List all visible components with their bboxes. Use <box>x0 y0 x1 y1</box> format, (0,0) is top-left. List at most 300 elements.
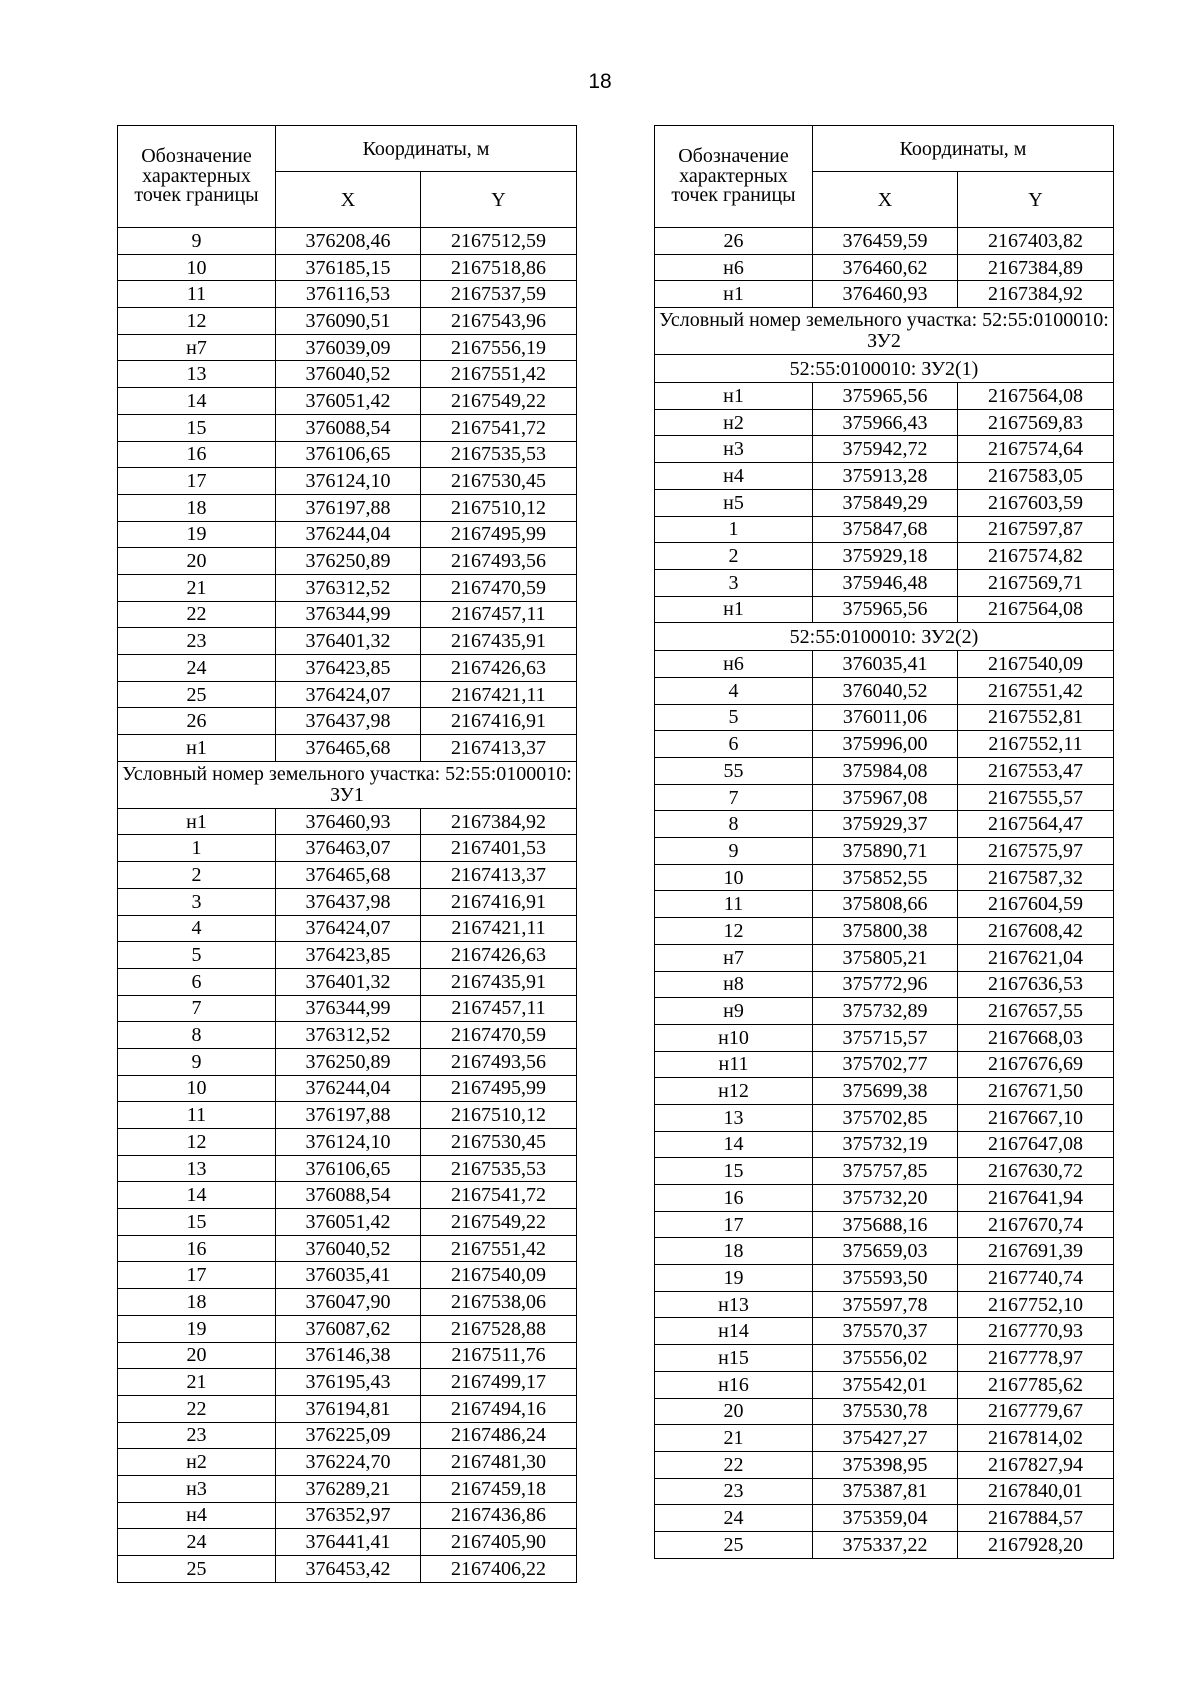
y-coordinate-cell: 2167553,47 <box>958 758 1114 785</box>
x-coordinate-cell: 376453,42 <box>276 1556 421 1583</box>
table-row <box>655 1104 1114 1131</box>
table-row <box>118 1529 577 1556</box>
table-row <box>118 655 577 682</box>
x-coordinate-cell: 376244,04 <box>276 1075 421 1102</box>
table-row <box>655 1078 1114 1105</box>
point-name-cell: 11 <box>655 891 813 918</box>
x-coordinate-cell: 375852,55 <box>813 864 958 891</box>
table-row <box>655 1425 1114 1452</box>
y-coordinate-cell: 2167436,86 <box>421 1502 577 1529</box>
y-coordinate-cell: 2167569,83 <box>958 409 1114 436</box>
table-row <box>118 862 577 889</box>
x-coordinate-cell: 375929,18 <box>813 543 958 570</box>
x-coordinate-cell: 375556,02 <box>813 1345 958 1372</box>
point-name-cell: н7 <box>655 944 813 971</box>
table-row <box>655 596 1114 623</box>
table-row <box>118 334 577 361</box>
point-name-cell: 11 <box>118 281 276 308</box>
y-coordinate-cell: 2167518,86 <box>421 254 577 281</box>
point-name-cell: 23 <box>118 1422 276 1449</box>
y-coordinate-cell: 2167493,56 <box>421 1048 577 1075</box>
point-name-cell: 2 <box>655 543 813 570</box>
y-header: Y <box>958 172 1114 228</box>
x-coordinate-cell: 375359,04 <box>813 1505 958 1532</box>
x-coordinate-cell: 376040,52 <box>276 1235 421 1262</box>
point-name-cell: 10 <box>118 254 276 281</box>
x-coordinate-cell: 376195,43 <box>276 1369 421 1396</box>
x-coordinate-cell: 376124,10 <box>276 468 421 495</box>
x-coordinate-cell: 376197,88 <box>276 494 421 521</box>
point-name-cell: 24 <box>118 655 276 682</box>
x-coordinate-cell: 376197,88 <box>276 1102 421 1129</box>
y-coordinate-cell: 2167552,11 <box>958 731 1114 758</box>
y-coordinate-cell: 2167641,94 <box>958 1185 1114 1212</box>
x-coordinate-cell: 376011,06 <box>813 704 958 731</box>
point-name-cell: 25 <box>118 1556 276 1583</box>
x-coordinate-cell: 376244,04 <box>276 521 421 548</box>
x-coordinate-cell: 376465,68 <box>276 862 421 889</box>
point-name-header: Обозначение характерных точек границы <box>655 126 813 228</box>
table-row <box>118 281 577 308</box>
x-coordinate-cell: 375688,16 <box>813 1211 958 1238</box>
point-name-cell: 24 <box>118 1529 276 1556</box>
point-name-cell: 13 <box>118 1155 276 1182</box>
table-row <box>118 808 577 835</box>
x-coordinate-cell: 376051,42 <box>276 1209 421 1236</box>
point-name-cell: 4 <box>655 677 813 704</box>
table-row <box>655 569 1114 596</box>
table-row <box>655 254 1114 281</box>
point-name-cell: 19 <box>118 1315 276 1342</box>
table-row <box>655 1211 1114 1238</box>
point-name-cell: 8 <box>118 1022 276 1049</box>
table-row <box>118 548 577 575</box>
table-row <box>118 254 577 281</box>
x-coordinate-cell: 376460,62 <box>813 254 958 281</box>
y-coordinate-cell: 2167691,39 <box>958 1238 1114 1265</box>
x-coordinate-cell: 375337,22 <box>813 1531 958 1558</box>
table-row <box>118 1182 577 1209</box>
table-row <box>655 228 1114 255</box>
y-coordinate-cell: 2167499,17 <box>421 1369 577 1396</box>
y-coordinate-cell: 2167537,59 <box>421 281 577 308</box>
y-coordinate-cell: 2167564,47 <box>958 811 1114 838</box>
y-coordinate-cell: 2167530,45 <box>421 1129 577 1156</box>
y-coordinate-cell: 2167636,53 <box>958 971 1114 998</box>
point-name-cell: 18 <box>655 1238 813 1265</box>
point-name-cell: н7 <box>118 334 276 361</box>
table-row <box>655 1345 1114 1372</box>
table-row <box>118 1048 577 1075</box>
point-name-cell: 2 <box>118 862 276 889</box>
x-coordinate-cell: 375965,56 <box>813 596 958 623</box>
x-coordinate-cell: 376224,70 <box>276 1449 421 1476</box>
y-coordinate-cell: 2167676,69 <box>958 1051 1114 1078</box>
x-coordinate-cell: 375530,78 <box>813 1398 958 1425</box>
table-row <box>118 942 577 969</box>
y-coordinate-cell: 2167528,88 <box>421 1315 577 1342</box>
coordinates-table-right <box>654 125 1114 1559</box>
x-coordinate-cell: 376250,89 <box>276 1048 421 1075</box>
point-name-cell: н2 <box>118 1449 276 1476</box>
point-name-cell: н1 <box>655 281 813 308</box>
point-name-cell: 17 <box>655 1211 813 1238</box>
x-coordinate-cell: 376423,85 <box>276 655 421 682</box>
x-coordinate-cell: 375942,72 <box>813 436 958 463</box>
point-name-cell: 20 <box>655 1398 813 1425</box>
y-coordinate-cell: 2167541,72 <box>421 414 577 441</box>
y-coordinate-cell: 2167384,92 <box>958 281 1114 308</box>
point-name-cell: 7 <box>655 784 813 811</box>
subsection-title: 52:55:0100010: ЗУ2(2) <box>655 623 1114 651</box>
point-name-cell: 11 <box>118 1102 276 1129</box>
coordinates-header: Координаты, м <box>276 126 577 172</box>
table-row <box>118 1315 577 1342</box>
y-coordinate-cell: 2167670,74 <box>958 1211 1114 1238</box>
x-coordinate-cell: 375800,38 <box>813 918 958 945</box>
table-row <box>655 383 1114 410</box>
y-coordinate-cell: 2167603,59 <box>958 489 1114 516</box>
x-coordinate-cell: 375659,03 <box>813 1238 958 1265</box>
table-row <box>118 1075 577 1102</box>
table-row <box>655 1185 1114 1212</box>
x-coordinate-cell: 375946,48 <box>813 569 958 596</box>
y-coordinate-cell: 2167470,59 <box>421 1022 577 1049</box>
table-row <box>118 1502 577 1529</box>
table-row <box>118 1395 577 1422</box>
x-coordinate-cell: 375808,66 <box>813 891 958 918</box>
table-row <box>655 944 1114 971</box>
table-row <box>655 1451 1114 1478</box>
x-coordinate-cell: 376344,99 <box>276 601 421 628</box>
y-coordinate-cell: 2167470,59 <box>421 574 577 601</box>
y-coordinate-cell: 2167564,08 <box>958 383 1114 410</box>
table-row <box>655 1051 1114 1078</box>
x-coordinate-cell: 376424,07 <box>276 915 421 942</box>
x-coordinate-cell: 375699,38 <box>813 1078 958 1105</box>
y-coordinate-cell: 2167575,97 <box>958 838 1114 865</box>
table-row <box>118 521 577 548</box>
table-row <box>655 489 1114 516</box>
point-name-cell: н1 <box>118 735 276 762</box>
y-coordinate-cell: 2167416,91 <box>421 708 577 735</box>
table-row <box>655 784 1114 811</box>
point-name-cell: 16 <box>655 1185 813 1212</box>
table-row <box>118 1556 577 1583</box>
table-row <box>118 388 577 415</box>
table-row <box>655 1318 1114 1345</box>
y-coordinate-cell: 2167538,06 <box>421 1289 577 1316</box>
table-row <box>118 1129 577 1156</box>
point-name-cell: н2 <box>655 409 813 436</box>
y-coordinate-cell: 2167403,82 <box>958 228 1114 255</box>
x-coordinate-cell: 376088,54 <box>276 1182 421 1209</box>
point-name-cell: 22 <box>118 1395 276 1422</box>
y-coordinate-cell: 2167493,56 <box>421 548 577 575</box>
table-row <box>118 574 577 601</box>
point-name-cell: 19 <box>655 1265 813 1292</box>
x-coordinate-cell: 376194,81 <box>276 1395 421 1422</box>
y-coordinate-cell: 2167928,20 <box>958 1531 1114 1558</box>
x-coordinate-cell: 376437,98 <box>276 888 421 915</box>
table-row <box>118 1209 577 1236</box>
y-coordinate-cell: 2167421,11 <box>421 915 577 942</box>
x-coordinate-cell: 375597,78 <box>813 1291 958 1318</box>
y-coordinate-cell: 2167574,64 <box>958 436 1114 463</box>
point-name-cell: н4 <box>118 1502 276 1529</box>
x-coordinate-cell: 375847,68 <box>813 516 958 543</box>
y-coordinate-cell: 2167413,37 <box>421 735 577 762</box>
x-coordinate-cell: 376312,52 <box>276 1022 421 1049</box>
x-coordinate-cell: 376087,62 <box>276 1315 421 1342</box>
x-coordinate-cell: 375702,85 <box>813 1104 958 1131</box>
y-coordinate-cell: 2167511,76 <box>421 1342 577 1369</box>
table-row <box>118 414 577 441</box>
y-coordinate-cell: 2167510,12 <box>421 1102 577 1129</box>
y-coordinate-cell: 2167481,30 <box>421 1449 577 1476</box>
table-row <box>655 864 1114 891</box>
point-name-cell: н14 <box>655 1318 813 1345</box>
table-row <box>655 1531 1114 1558</box>
point-name-cell: н3 <box>118 1475 276 1502</box>
section-title: Условный номер земельного участка: 52:55:0100010: ЗУ2 <box>655 308 1114 355</box>
y-coordinate-cell: 2167604,59 <box>958 891 1114 918</box>
section-heading-zu2 <box>655 308 1114 355</box>
table-row <box>655 998 1114 1025</box>
y-coordinate-cell: 2167486,24 <box>421 1422 577 1449</box>
point-name-cell: н8 <box>655 971 813 998</box>
point-name-cell: н12 <box>655 1078 813 1105</box>
x-coordinate-cell: 376460,93 <box>813 281 958 308</box>
y-coordinate-cell: 2167457,11 <box>421 995 577 1022</box>
table-row <box>655 838 1114 865</box>
x-coordinate-cell: 376441,41 <box>276 1529 421 1556</box>
y-coordinate-cell: 2167785,62 <box>958 1371 1114 1398</box>
y-coordinate-cell: 2167405,90 <box>421 1529 577 1556</box>
table-row <box>118 308 577 335</box>
point-name-cell: н4 <box>655 463 813 490</box>
y-coordinate-cell: 2167668,03 <box>958 1024 1114 1051</box>
x-coordinate-cell: 376106,65 <box>276 1155 421 1182</box>
point-name-cell: 3 <box>118 888 276 915</box>
point-name-cell: 15 <box>655 1158 813 1185</box>
table-row <box>118 888 577 915</box>
y-coordinate-cell: 2167535,53 <box>421 1155 577 1182</box>
y-coordinate-cell: 2167551,42 <box>421 361 577 388</box>
table-row <box>655 1265 1114 1292</box>
table-row <box>118 1235 577 1262</box>
y-coordinate-cell: 2167426,63 <box>421 942 577 969</box>
x-coordinate-cell: 376312,52 <box>276 574 421 601</box>
table-row <box>118 1155 577 1182</box>
table-row <box>655 436 1114 463</box>
y-coordinate-cell: 2167426,63 <box>421 655 577 682</box>
x-coordinate-cell: 375772,96 <box>813 971 958 998</box>
point-name-cell: н1 <box>655 596 813 623</box>
point-name-cell: 14 <box>118 388 276 415</box>
point-name-cell: 15 <box>118 1209 276 1236</box>
x-coordinate-cell: 375427,27 <box>813 1425 958 1452</box>
table-row <box>655 731 1114 758</box>
point-name-cell: н13 <box>655 1291 813 1318</box>
x-coordinate-cell: 376208,46 <box>276 228 421 255</box>
table-row <box>118 708 577 735</box>
y-coordinate-cell: 2167597,87 <box>958 516 1114 543</box>
point-name-cell: 12 <box>118 1129 276 1156</box>
table-row <box>118 628 577 655</box>
point-name-cell: н5 <box>655 489 813 516</box>
y-coordinate-cell: 2167535,53 <box>421 441 577 468</box>
point-name-cell: н16 <box>655 1371 813 1398</box>
y-coordinate-cell: 2167549,22 <box>421 388 577 415</box>
table-row <box>655 1291 1114 1318</box>
y-coordinate-cell: 2167459,18 <box>421 1475 577 1502</box>
y-coordinate-cell: 2167413,37 <box>421 862 577 889</box>
coordinates-header: Координаты, м <box>813 126 1114 172</box>
y-coordinate-cell: 2167512,59 <box>421 228 577 255</box>
table-row <box>655 811 1114 838</box>
point-name-cell: 21 <box>118 574 276 601</box>
point-name-cell: 13 <box>118 361 276 388</box>
point-name-cell: 14 <box>118 1182 276 1209</box>
table-row <box>655 1024 1114 1051</box>
x-coordinate-cell: 375984,08 <box>813 758 958 785</box>
point-name-cell: 19 <box>118 521 276 548</box>
y-coordinate-cell: 2167647,08 <box>958 1131 1114 1158</box>
y-coordinate-cell: 2167608,42 <box>958 918 1114 945</box>
point-name-cell: 26 <box>118 708 276 735</box>
table-row <box>118 1262 577 1289</box>
point-name-cell: н10 <box>655 1024 813 1051</box>
y-coordinate-cell: 2167587,32 <box>958 864 1114 891</box>
point-name-cell: 21 <box>118 1369 276 1396</box>
point-name-cell: 25 <box>655 1531 813 1558</box>
y-coordinate-cell: 2167540,09 <box>421 1262 577 1289</box>
point-name-cell: 23 <box>118 628 276 655</box>
table-row <box>118 1289 577 1316</box>
x-coordinate-cell: 376051,42 <box>276 388 421 415</box>
point-name-cell: н11 <box>655 1051 813 1078</box>
x-coordinate-cell: 376146,38 <box>276 1342 421 1369</box>
table-row <box>655 677 1114 704</box>
point-name-cell: 1 <box>655 516 813 543</box>
x-coordinate-cell: 375967,08 <box>813 784 958 811</box>
point-name-cell: 1 <box>118 835 276 862</box>
point-name-cell: н3 <box>655 436 813 463</box>
table-row <box>655 463 1114 490</box>
point-name-cell: 14 <box>655 1131 813 1158</box>
point-name-cell: 15 <box>118 414 276 441</box>
table-row <box>118 835 577 862</box>
y-coordinate-cell: 2167827,94 <box>958 1451 1114 1478</box>
table-row <box>118 1369 577 1396</box>
section-heading-zu1 <box>118 761 577 808</box>
point-name-cell: 17 <box>118 1262 276 1289</box>
table-row <box>655 1398 1114 1425</box>
x-coordinate-cell: 376459,59 <box>813 228 958 255</box>
y-coordinate-cell: 2167384,89 <box>958 254 1114 281</box>
x-header: X <box>813 172 958 228</box>
table-row <box>118 968 577 995</box>
point-name-cell: 5 <box>118 942 276 969</box>
table-row <box>118 1022 577 1049</box>
y-coordinate-cell: 2167884,57 <box>958 1505 1114 1532</box>
table-row <box>118 995 577 1022</box>
x-coordinate-cell: 376465,68 <box>276 735 421 762</box>
x-coordinate-cell: 375715,57 <box>813 1024 958 1051</box>
x-coordinate-cell: 376039,09 <box>276 334 421 361</box>
point-name-cell: 21 <box>655 1425 813 1452</box>
x-coordinate-cell: 375570,37 <box>813 1318 958 1345</box>
x-coordinate-cell: 376040,52 <box>813 677 958 704</box>
point-name-cell: 7 <box>118 995 276 1022</box>
table-row <box>118 228 577 255</box>
y-coordinate-cell: 2167495,99 <box>421 1075 577 1102</box>
y-coordinate-cell: 2167510,12 <box>421 494 577 521</box>
x-coordinate-cell: 375398,95 <box>813 1451 958 1478</box>
y-coordinate-cell: 2167621,04 <box>958 944 1114 971</box>
table-row <box>655 516 1114 543</box>
table-row <box>655 651 1114 678</box>
x-coordinate-cell: 375732,89 <box>813 998 958 1025</box>
point-name-cell: 18 <box>118 494 276 521</box>
table-row <box>655 1131 1114 1158</box>
x-coordinate-cell: 376423,85 <box>276 942 421 969</box>
point-name-cell: 18 <box>118 1289 276 1316</box>
x-coordinate-cell: 376106,65 <box>276 441 421 468</box>
y-coordinate-cell: 2167551,42 <box>958 677 1114 704</box>
point-name-cell: 5 <box>655 704 813 731</box>
x-coordinate-cell: 375890,71 <box>813 838 958 865</box>
subsection-heading-zu2-1 <box>655 355 1114 383</box>
subsection-heading-zu2-2 <box>655 623 1114 651</box>
y-coordinate-cell: 2167740,74 <box>958 1265 1114 1292</box>
x-coordinate-cell: 375387,81 <box>813 1478 958 1505</box>
x-coordinate-cell: 375732,20 <box>813 1185 958 1212</box>
page-number: 18 <box>588 70 612 93</box>
table-row <box>655 971 1114 998</box>
y-coordinate-cell: 2167778,97 <box>958 1345 1114 1372</box>
y-coordinate-cell: 2167556,19 <box>421 334 577 361</box>
table-row <box>655 1371 1114 1398</box>
y-coordinate-cell: 2167574,82 <box>958 543 1114 570</box>
point-name-cell: 55 <box>655 758 813 785</box>
y-coordinate-cell: 2167564,08 <box>958 596 1114 623</box>
y-coordinate-cell: 2167657,55 <box>958 998 1114 1025</box>
x-coordinate-cell: 376437,98 <box>276 708 421 735</box>
y-coordinate-cell: 2167401,53 <box>421 835 577 862</box>
point-name-cell: 12 <box>118 308 276 335</box>
x-header: X <box>276 172 421 228</box>
point-name-cell: 25 <box>118 681 276 708</box>
table-row <box>655 1505 1114 1532</box>
x-coordinate-cell: 375732,19 <box>813 1131 958 1158</box>
point-name-cell: 9 <box>655 838 813 865</box>
y-coordinate-cell: 2167435,91 <box>421 968 577 995</box>
x-coordinate-cell: 376225,09 <box>276 1422 421 1449</box>
y-coordinate-cell: 2167770,93 <box>958 1318 1114 1345</box>
y-header: Y <box>421 172 577 228</box>
table-row <box>118 735 577 762</box>
point-name-cell: 16 <box>118 1235 276 1262</box>
y-coordinate-cell: 2167779,67 <box>958 1398 1114 1425</box>
y-coordinate-cell: 2167552,81 <box>958 704 1114 731</box>
table-row <box>118 468 577 495</box>
point-name-cell: н1 <box>655 383 813 410</box>
table-row <box>118 1102 577 1129</box>
point-name-header: Обозначение характерных точек границы <box>118 126 276 228</box>
point-name-cell: 22 <box>118 601 276 628</box>
